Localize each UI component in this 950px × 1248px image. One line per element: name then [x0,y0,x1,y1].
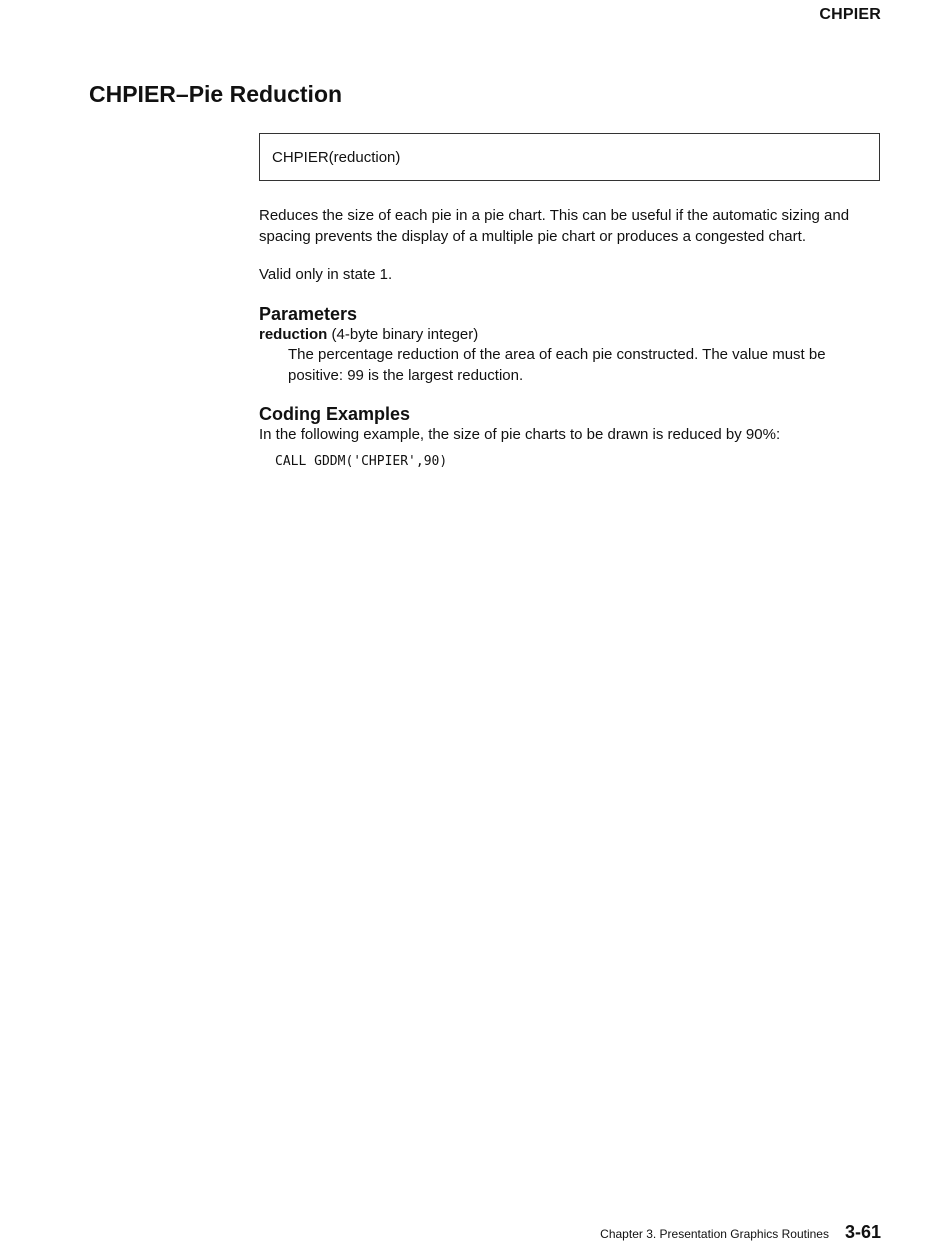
running-head: CHPIER [819,6,881,23]
state-note: Valid only in state 1. [259,266,393,283]
parameter-term [259,325,884,346]
footer-page-number: 3-61 [844,1222,881,1242]
coding-examples-heading: Coding Examples [259,404,411,424]
parameter-name: reduction [259,325,328,343]
syntax-box [259,133,880,181]
coding-examples-intro: In the following example, the size of pie charts to be drawn is reduced by 90%: [259,426,781,443]
parameter-description: The percentage reduction of the area of each pie constructed. The value must be positive: 99 is the largest reduction. [288,346,826,384]
parameters-heading: Parameters [259,303,358,324]
page-title: CHPIER–Pie Reduction [89,81,343,107]
content-body [259,206,884,471]
code-example: CALL GDDM('CHPIER',90) [275,453,448,469]
footer-chapter: Chapter 3. Presentation Graphics Routines [600,1227,829,1241]
parameter-type: (4-byte binary integer) [331,325,479,343]
syntax-text: CHPIER(reduction) [272,149,401,166]
description-paragraph: Reduces the size of each pie in a pie chart. This can be useful if the automatic sizing and spacing prevents the display of a multiple pie chart or produces a congested chart. [259,207,850,245]
page-footer [600,1222,881,1243]
